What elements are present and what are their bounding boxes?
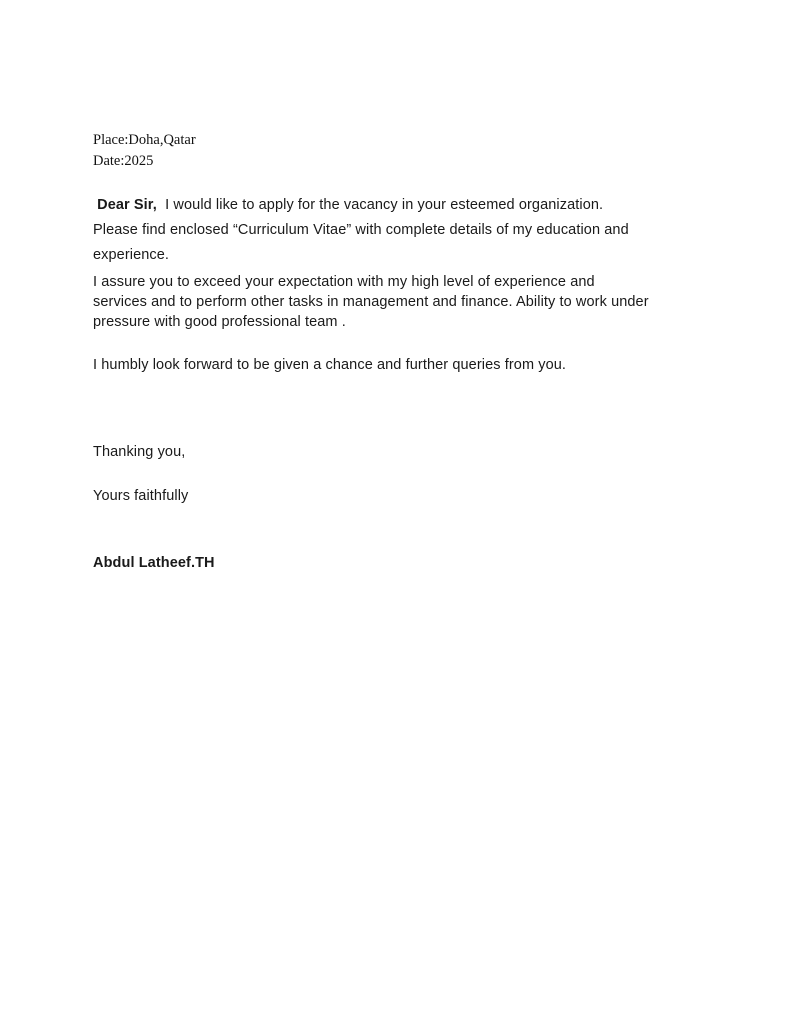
opening-paragraph: [93, 193, 753, 268]
place-line: Place:Doha,Qatar: [93, 132, 196, 148]
opening-sentence: I would like to apply for the vacancy in your esteemed organization.: [165, 197, 604, 213]
salutation: Dear Sir,: [97, 197, 157, 213]
date-line: Date:2025: [93, 153, 154, 169]
assurance-line-2: services and to perform other tasks in management and finance. Ability to work under: [93, 294, 649, 310]
assurance-line-1: I assure you to exceed your expectation with my high level of experience and: [93, 274, 595, 290]
opening-line-1: [93, 193, 753, 218]
assurance-line-3: pressure with good professional team .: [93, 314, 346, 330]
thanks-line: Thanking you,: [93, 444, 186, 460]
opening-line-3: experience.: [93, 247, 170, 263]
closing-paragraph: I humbly look forward to be given a chance and further queries from you.: [93, 357, 567, 373]
assurance-paragraph: [93, 272, 753, 332]
signature-name: Abdul Latheef.TH: [93, 555, 215, 571]
opening-line-2: Please find enclosed “Curriculum Vitae” with complete details of my education and: [93, 222, 629, 238]
sign-off-line: Yours faithfully: [93, 488, 189, 504]
